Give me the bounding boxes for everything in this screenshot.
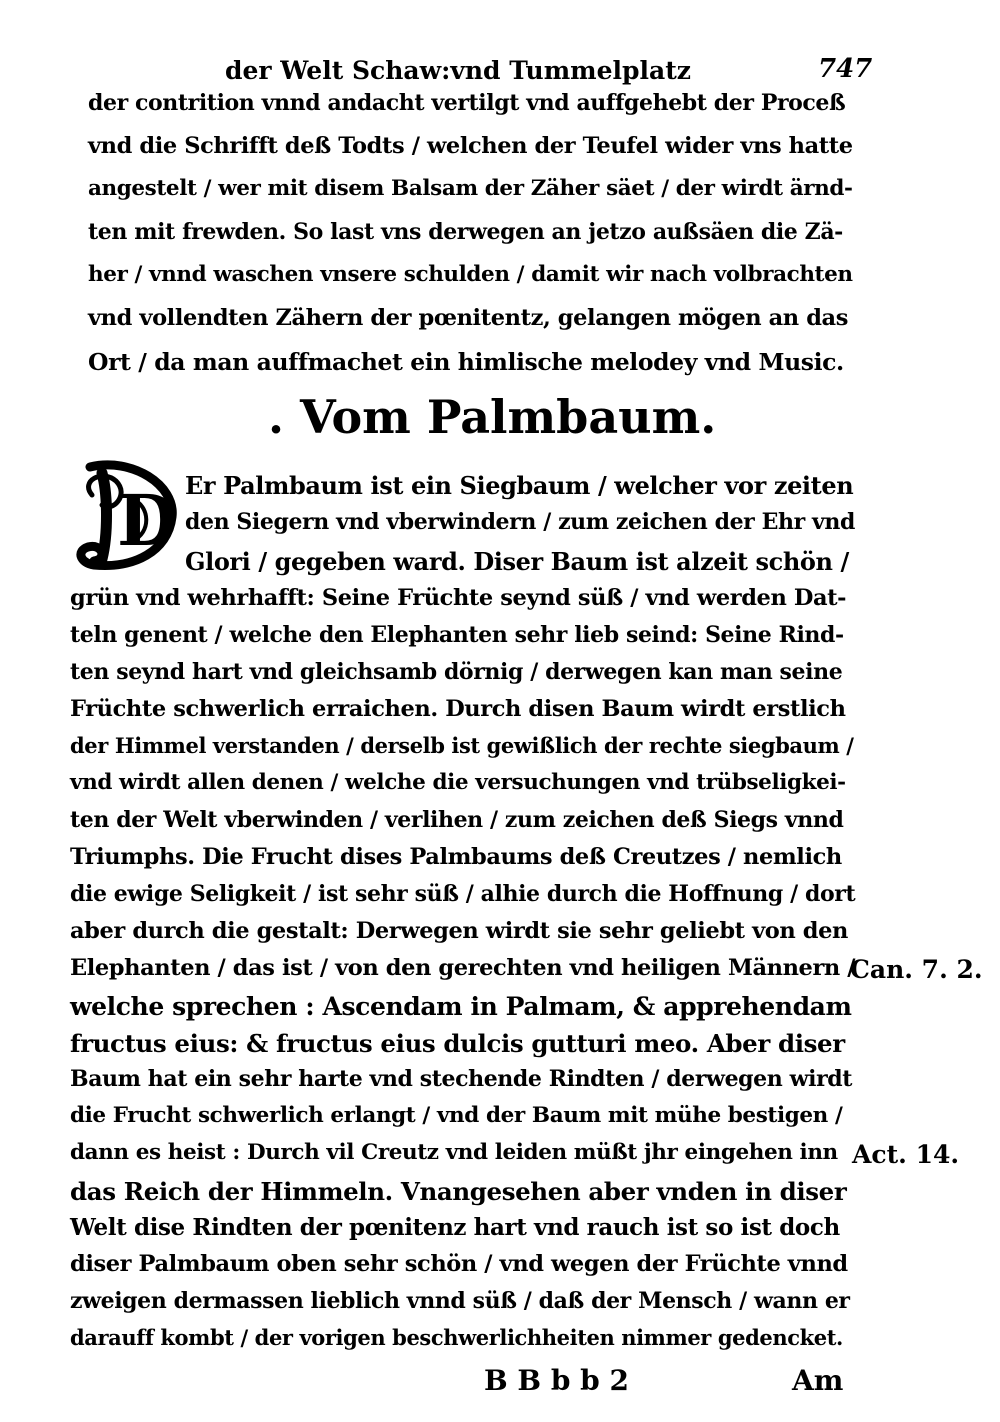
text-line: das Reich der Himmeln. Vnangesehen aber vnden in diser: [70, 1177, 847, 1206]
text-line: Welt dise Rindten der pœnitenz hart vnd rauch ist so ist doch: [70, 1214, 840, 1241]
text-line: Triumphs. Die Frucht dises Palmbaums deß Creutzes / nemlich: [70, 844, 842, 870]
text-line: ten mit frewden. So last vns derwegen an jetzo außsäen die Zä-: [88, 219, 843, 245]
text-line: aber durch die gestalt: Derwegen wirdt sie sehr geliebt von den: [70, 918, 848, 944]
text-line: Elephanten / das ist / von den gerechten vnd heiligen Männern /: [70, 955, 856, 981]
text-line: die ewige Seligkeit / ist sehr süß / alhie durch die Hoffnung / dort: [70, 881, 856, 907]
text-line: vnd die Schrifft deß Todts / welchen der Teufel wider vns hatte: [88, 133, 853, 159]
text-line: vnd vollendten Zähern der pœnitentz, gelangen mögen an das: [88, 305, 848, 331]
text-line: teln genent / welche den Elephanten sehr lieb seind: Seine Rind-: [70, 622, 844, 648]
drop-cap-letter: D: [117, 479, 178, 562]
text-line: welche sprechen : Ascendam in Palmam, & apprehendam: [70, 992, 852, 1021]
text-line: vnd wirdt allen denen / welche die versuchungen vnd trübseligkei-: [70, 770, 846, 795]
text-line: zweigen dermassen lieblich vnnd süß / daß der Mensch / wann er: [70, 1288, 850, 1314]
text-line: dann es heist : Durch vil Creutz vnd leiden müßt jhr eingehen inn: [70, 1140, 838, 1165]
text-line: ten der Welt vberwinden / verlihen / zum zeichen deß Siegs vnnd: [70, 807, 844, 833]
margin-note: Act. 14.: [852, 1140, 960, 1169]
signature-mark: B B b b 2: [484, 1364, 629, 1397]
text-line: Früchte schwerlich erraichen. Durch disen Baum wirdt erstlich: [70, 696, 846, 722]
section-heading: . Vom Palmbaum.: [268, 390, 717, 444]
drop-cap-ornament: [72, 455, 182, 575]
text-line: den Siegern vnd vberwindern / zum zeichen der Ehr vnd: [185, 509, 856, 535]
running-head: der Welt Schaw:vnd Tummelplatz: [225, 56, 691, 85]
page-number: 747: [818, 54, 873, 84]
text-line: die Frucht schwerlich erlangt / vnd der Baum mit mühe bestigen /: [70, 1103, 843, 1128]
margin-note: Can. 7. 2.: [850, 955, 983, 984]
text-line: diser Palmbaum oben sehr schön / vnd wegen der Früchte vnnd: [70, 1251, 848, 1277]
text-line: der Himmel verstanden / derselb ist gewißlich der rechte siegbaum /: [70, 733, 854, 758]
text-line: der contrition vnnd andacht vertilgt vnd auffgehebt der Proceß: [88, 90, 846, 116]
text-line: Baum hat ein sehr harte vnd stechende Rindten / derwegen wirdt: [70, 1066, 853, 1092]
text-line: grün vnd wehrhafft: Seine Früchte seynd süß / vnd werden Dat-: [70, 585, 847, 611]
text-line: ten seynd hart vnd gleichsamb dörnig / derwegen kan man seine: [70, 659, 843, 685]
text-line: Glori / gegeben ward. Diser Baum ist alzeit schön /: [185, 547, 849, 576]
text-line: her / vnnd waschen vnsere schulden / damit wir nach volbrachten: [88, 262, 853, 287]
text-line: fructus eius: & fructus eius dulcis gutturi meo. Aber diser: [70, 1029, 845, 1058]
catchword: Am: [792, 1364, 844, 1397]
text-line: Ort / da man auffmachet ein himlische melodey vnd Music.: [88, 348, 844, 376]
text-line: angestelt / wer mit disem Balsam der Zäher säet / der wirdt ärnd-: [88, 176, 853, 201]
text-line: darauff kombt / der vorigen beschwerlichheiten nimmer gedencket.: [70, 1325, 843, 1350]
text-line: Er Palmbaum ist ein Siegbaum / welcher vor zeiten: [185, 471, 854, 500]
